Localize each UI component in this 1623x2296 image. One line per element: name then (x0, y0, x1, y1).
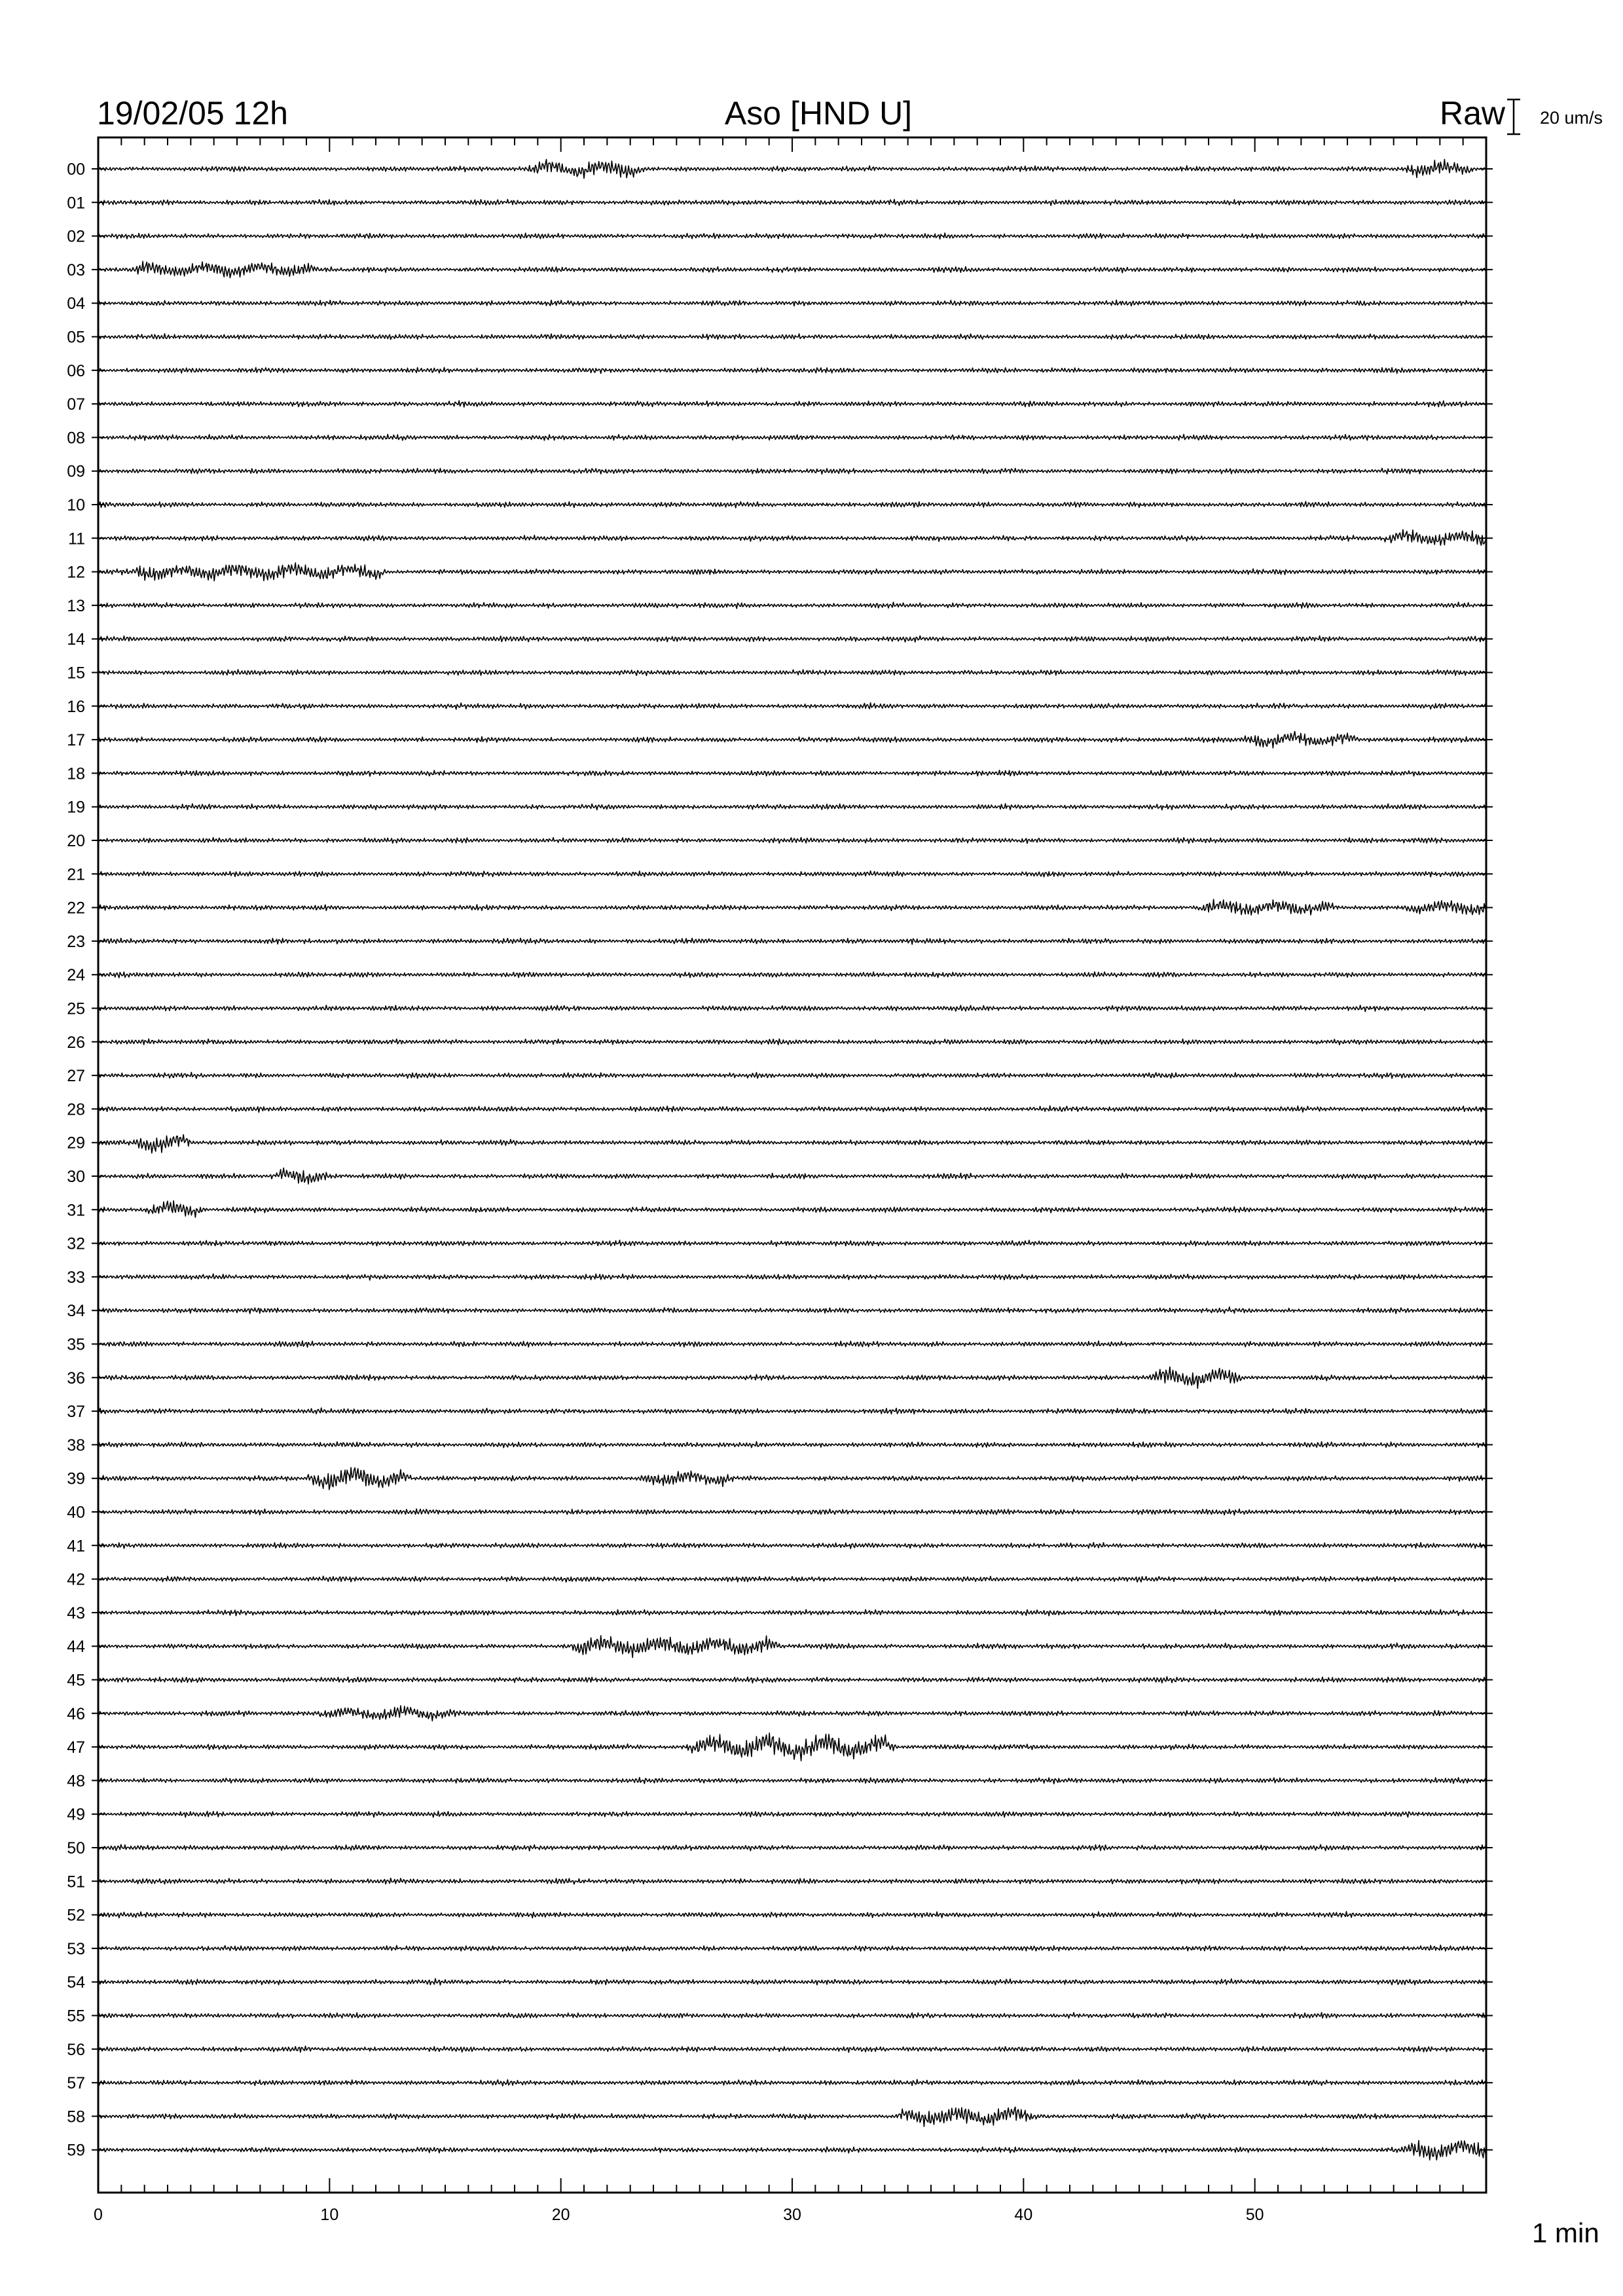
row-label-02: 02 (67, 227, 85, 246)
row-label-26: 26 (67, 1033, 85, 1052)
row-label-05: 05 (67, 328, 85, 347)
trace-row-24 (98, 972, 1486, 978)
row-label-36: 36 (67, 1369, 85, 1388)
trace-row-45 (98, 1677, 1486, 1683)
row-label-20: 20 (67, 832, 85, 850)
trace-row-23 (98, 938, 1486, 944)
row-label-25: 25 (67, 999, 85, 1018)
x-tick-label-20: 20 (551, 2206, 570, 2224)
row-label-24: 24 (67, 966, 85, 985)
trace-row-33 (98, 1274, 1486, 1280)
row-label-32: 32 (67, 1234, 85, 1253)
row-label-46: 46 (67, 1704, 85, 1723)
trace-row-16 (98, 703, 1486, 709)
trace-row-38 (98, 1442, 1486, 1448)
trace-row-59 (98, 2140, 1486, 2160)
trace-row-05 (98, 334, 1486, 340)
row-label-00: 00 (67, 160, 85, 179)
row-label-03: 03 (67, 260, 85, 279)
trace-row-01 (98, 200, 1486, 206)
row-label-35: 35 (67, 1335, 85, 1354)
row-label-55: 55 (67, 2007, 85, 2026)
trace-row-29 (98, 1135, 1486, 1153)
row-label-07: 07 (67, 395, 85, 414)
row-label-23: 23 (67, 932, 85, 951)
row-label-15: 15 (67, 664, 85, 683)
row-label-04: 04 (67, 295, 85, 314)
trace-row-43 (98, 1609, 1486, 1615)
row-label-39: 39 (67, 1469, 85, 1488)
station-title: Aso [HND U] (724, 95, 913, 132)
row-label-45: 45 (67, 1671, 85, 1690)
trace-row-49 (98, 1811, 1486, 1817)
traces (98, 159, 1486, 2160)
row-label-22: 22 (67, 899, 85, 918)
row-label-49: 49 (67, 1805, 85, 1824)
trace-row-53 (98, 1945, 1486, 1951)
row-label-42: 42 (67, 1570, 85, 1589)
x-tick-label-30: 30 (783, 2206, 801, 2224)
trace-row-03 (98, 261, 1486, 278)
axis-ticks (98, 137, 1486, 2193)
row-label-30: 30 (67, 1168, 85, 1186)
trace-row-41 (98, 1543, 1486, 1549)
x-tick-label-10: 10 (320, 2206, 339, 2224)
trace-row-48 (98, 1778, 1486, 1784)
x-tick-label-0: 0 (94, 2206, 103, 2224)
trace-row-28 (98, 1106, 1486, 1113)
trace-row-22 (98, 899, 1486, 915)
trace-row-07 (98, 401, 1486, 407)
row-label-48: 48 (67, 1772, 85, 1791)
trace-row-17 (98, 732, 1486, 748)
row-label-11: 11 (68, 529, 85, 548)
trace-row-25 (98, 1005, 1486, 1012)
row-label-38: 38 (67, 1436, 85, 1455)
trace-row-37 (98, 1408, 1486, 1414)
trace-row-32 (98, 1240, 1486, 1246)
mode-label: Raw (1439, 95, 1505, 132)
trace-row-02 (98, 233, 1486, 239)
plot-frame (98, 137, 1486, 2193)
row-label-53: 53 (67, 1939, 85, 1958)
trace-row-09 (98, 468, 1486, 474)
trace-row-51 (98, 1878, 1486, 1884)
row-label-40: 40 (67, 1503, 85, 1522)
trace-row-34 (98, 1307, 1486, 1314)
x-tick-labels (94, 2206, 1264, 2224)
row-label-31: 31 (67, 1201, 85, 1220)
trace-row-21 (98, 871, 1486, 877)
row-label-13: 13 (67, 596, 85, 615)
row-label-59: 59 (67, 2141, 85, 2160)
row-label-08: 08 (67, 429, 85, 448)
trace-row-27 (98, 1072, 1486, 1078)
trace-row-08 (98, 435, 1486, 440)
trace-row-30 (98, 1168, 1486, 1185)
row-label-19: 19 (67, 798, 85, 817)
trace-row-06 (98, 367, 1486, 373)
trace-row-10 (98, 501, 1486, 508)
trace-row-15 (98, 670, 1486, 675)
row-label-12: 12 (67, 563, 85, 582)
trace-row-54 (98, 1979, 1486, 1985)
row-label-34: 34 (67, 1302, 85, 1321)
trace-row-44 (98, 1636, 1486, 1658)
trace-row-11 (98, 529, 1486, 545)
trace-row-00 (98, 159, 1486, 178)
trace-row-19 (98, 804, 1486, 810)
row-label-50: 50 (67, 1839, 85, 1857)
row-label-44: 44 (67, 1638, 85, 1657)
trace-row-52 (98, 1912, 1486, 1918)
trace-row-13 (98, 602, 1486, 609)
row-label-18: 18 (67, 764, 85, 783)
scale-bar-label: 20 um/s (1540, 108, 1603, 128)
row-label-28: 28 (67, 1100, 85, 1119)
trace-row-46 (98, 1706, 1486, 1721)
trace-row-42 (98, 1576, 1486, 1582)
row-label-09: 09 (67, 462, 85, 481)
trace-row-55 (98, 2013, 1486, 2018)
x-tick-label-50: 50 (1245, 2206, 1264, 2224)
row-label-29: 29 (67, 1134, 85, 1153)
row-label-51: 51 (67, 1873, 85, 1892)
trace-row-31 (98, 1201, 1486, 1217)
trace-row-56 (98, 2046, 1486, 2053)
x-tick-label-40: 40 (1014, 2206, 1033, 2224)
date-hour-label: 19/02/05 12h (97, 95, 288, 132)
trace-row-04 (98, 300, 1486, 306)
trace-row-12 (98, 563, 1486, 581)
trace-row-39 (98, 1467, 1486, 1490)
row-label-52: 52 (67, 1906, 85, 1925)
row-label-27: 27 (67, 1067, 85, 1086)
trace-row-58 (98, 2107, 1486, 2126)
trace-row-57 (98, 2079, 1486, 2086)
row-label-17: 17 (67, 731, 85, 750)
trace-row-20 (98, 838, 1486, 844)
trace-row-14 (98, 636, 1486, 642)
trace-row-47 (98, 1733, 1486, 1761)
row-label-58: 58 (67, 2108, 85, 2126)
row-labels (67, 160, 1493, 2160)
row-label-37: 37 (67, 1403, 85, 1422)
trace-row-50 (98, 1844, 1486, 1851)
trace-row-40 (98, 1509, 1486, 1515)
row-label-01: 01 (67, 194, 85, 213)
row-label-16: 16 (67, 697, 85, 716)
row-label-21: 21 (67, 865, 85, 884)
row-label-54: 54 (67, 1973, 85, 1992)
row-label-41: 41 (67, 1537, 85, 1556)
row-label-43: 43 (67, 1604, 85, 1623)
row-label-47: 47 (67, 1738, 85, 1757)
x-axis-label: 1 min (1532, 2217, 1599, 2248)
scale-bar (1507, 99, 1520, 134)
trace-row-26 (98, 1039, 1486, 1045)
trace-row-36 (98, 1367, 1486, 1389)
trace-row-18 (98, 770, 1486, 776)
row-label-57: 57 (67, 2074, 85, 2093)
row-label-56: 56 (67, 2040, 85, 2059)
row-label-33: 33 (67, 1268, 85, 1287)
row-label-10: 10 (67, 496, 85, 514)
row-label-06: 06 (67, 361, 85, 380)
row-label-14: 14 (67, 630, 85, 649)
trace-row-35 (98, 1341, 1486, 1348)
